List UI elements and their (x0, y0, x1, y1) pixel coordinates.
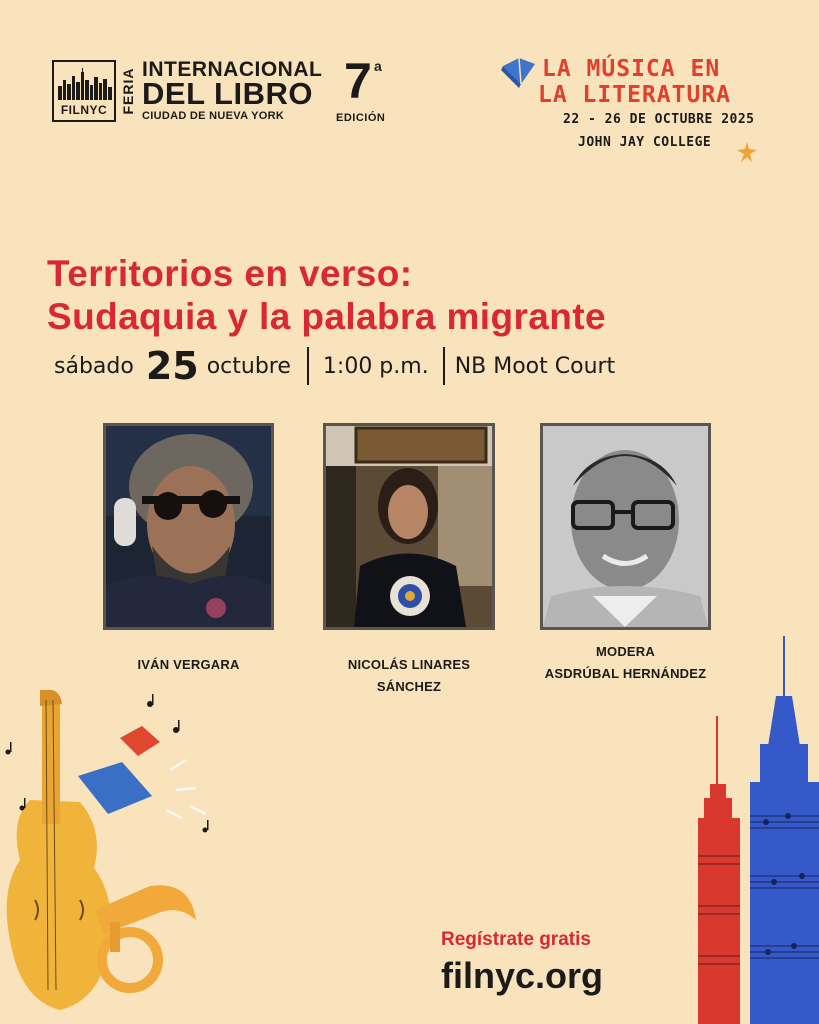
event-title (47, 252, 606, 338)
event-day-name: sábado (54, 353, 134, 379)
trumpet-icon (95, 885, 196, 988)
speaker-photo-asdrubal-hernandez (540, 423, 711, 630)
festival-title-line1: LA MÚSICA EN (542, 56, 721, 82)
violin-icon (7, 690, 111, 1010)
event-title-line2: Sudaquia y la palabra migrante (47, 296, 606, 337)
divider (307, 347, 309, 385)
speaker-name-1: IVÁN VERGARA (137, 657, 240, 672)
festival-venue: JOHN JAY COLLEGE (578, 135, 712, 150)
violin-trumpet-illustration (0, 690, 230, 1024)
blue-book-icon (78, 762, 152, 814)
edition-number: 7 (344, 53, 372, 109)
filnyc-logo (52, 60, 116, 122)
moderator-name: MODERA ASDRÚBAL HERNÁNDEZ (544, 644, 707, 681)
red-building-icon (698, 716, 740, 1024)
event-month: octubre (206, 353, 291, 379)
register-label: Regístrate gratis (441, 929, 591, 950)
speaker-name-2: NICOLÁS LINARES SÁNCHEZ (347, 657, 471, 694)
speaker-photo-nicolas-linares (323, 423, 495, 630)
star-icon (736, 141, 758, 163)
fair-title-line3: CIUDAD DE NUEVA YORK (142, 110, 285, 122)
fair-title-line2: DEL LIBRO (142, 76, 313, 111)
feria-label: FERIA (120, 67, 136, 115)
divider (443, 347, 445, 385)
sparkle-lines (166, 760, 206, 818)
edition-label: EDICIÓN (336, 112, 386, 124)
red-book-icon (120, 726, 160, 756)
event-title-line1: Territorios en verso: (47, 253, 413, 294)
edition-superscript: a (374, 58, 382, 74)
festival-title-line2: LA LITERATURA (538, 82, 732, 108)
fair-title-line1: INTERNACIONAL (142, 58, 323, 81)
speaker-photo-ivan-vergara (103, 423, 274, 630)
event-time: 1:00 p.m. (322, 353, 429, 379)
blue-building-icon (750, 636, 819, 1024)
event-datetime (54, 346, 615, 386)
event-day-number: 25 (145, 344, 199, 388)
register-url-link[interactable]: filnyc.org (441, 955, 604, 996)
skyline-icon (57, 68, 113, 100)
book-icon (499, 52, 539, 90)
logo-text: FILNYC (60, 103, 108, 117)
nyc-buildings-illustration (690, 636, 819, 1024)
event-room: NB Moot Court (454, 353, 616, 379)
festival-dates: 22 - 26 DE OCTUBRE 2025 (563, 112, 755, 127)
